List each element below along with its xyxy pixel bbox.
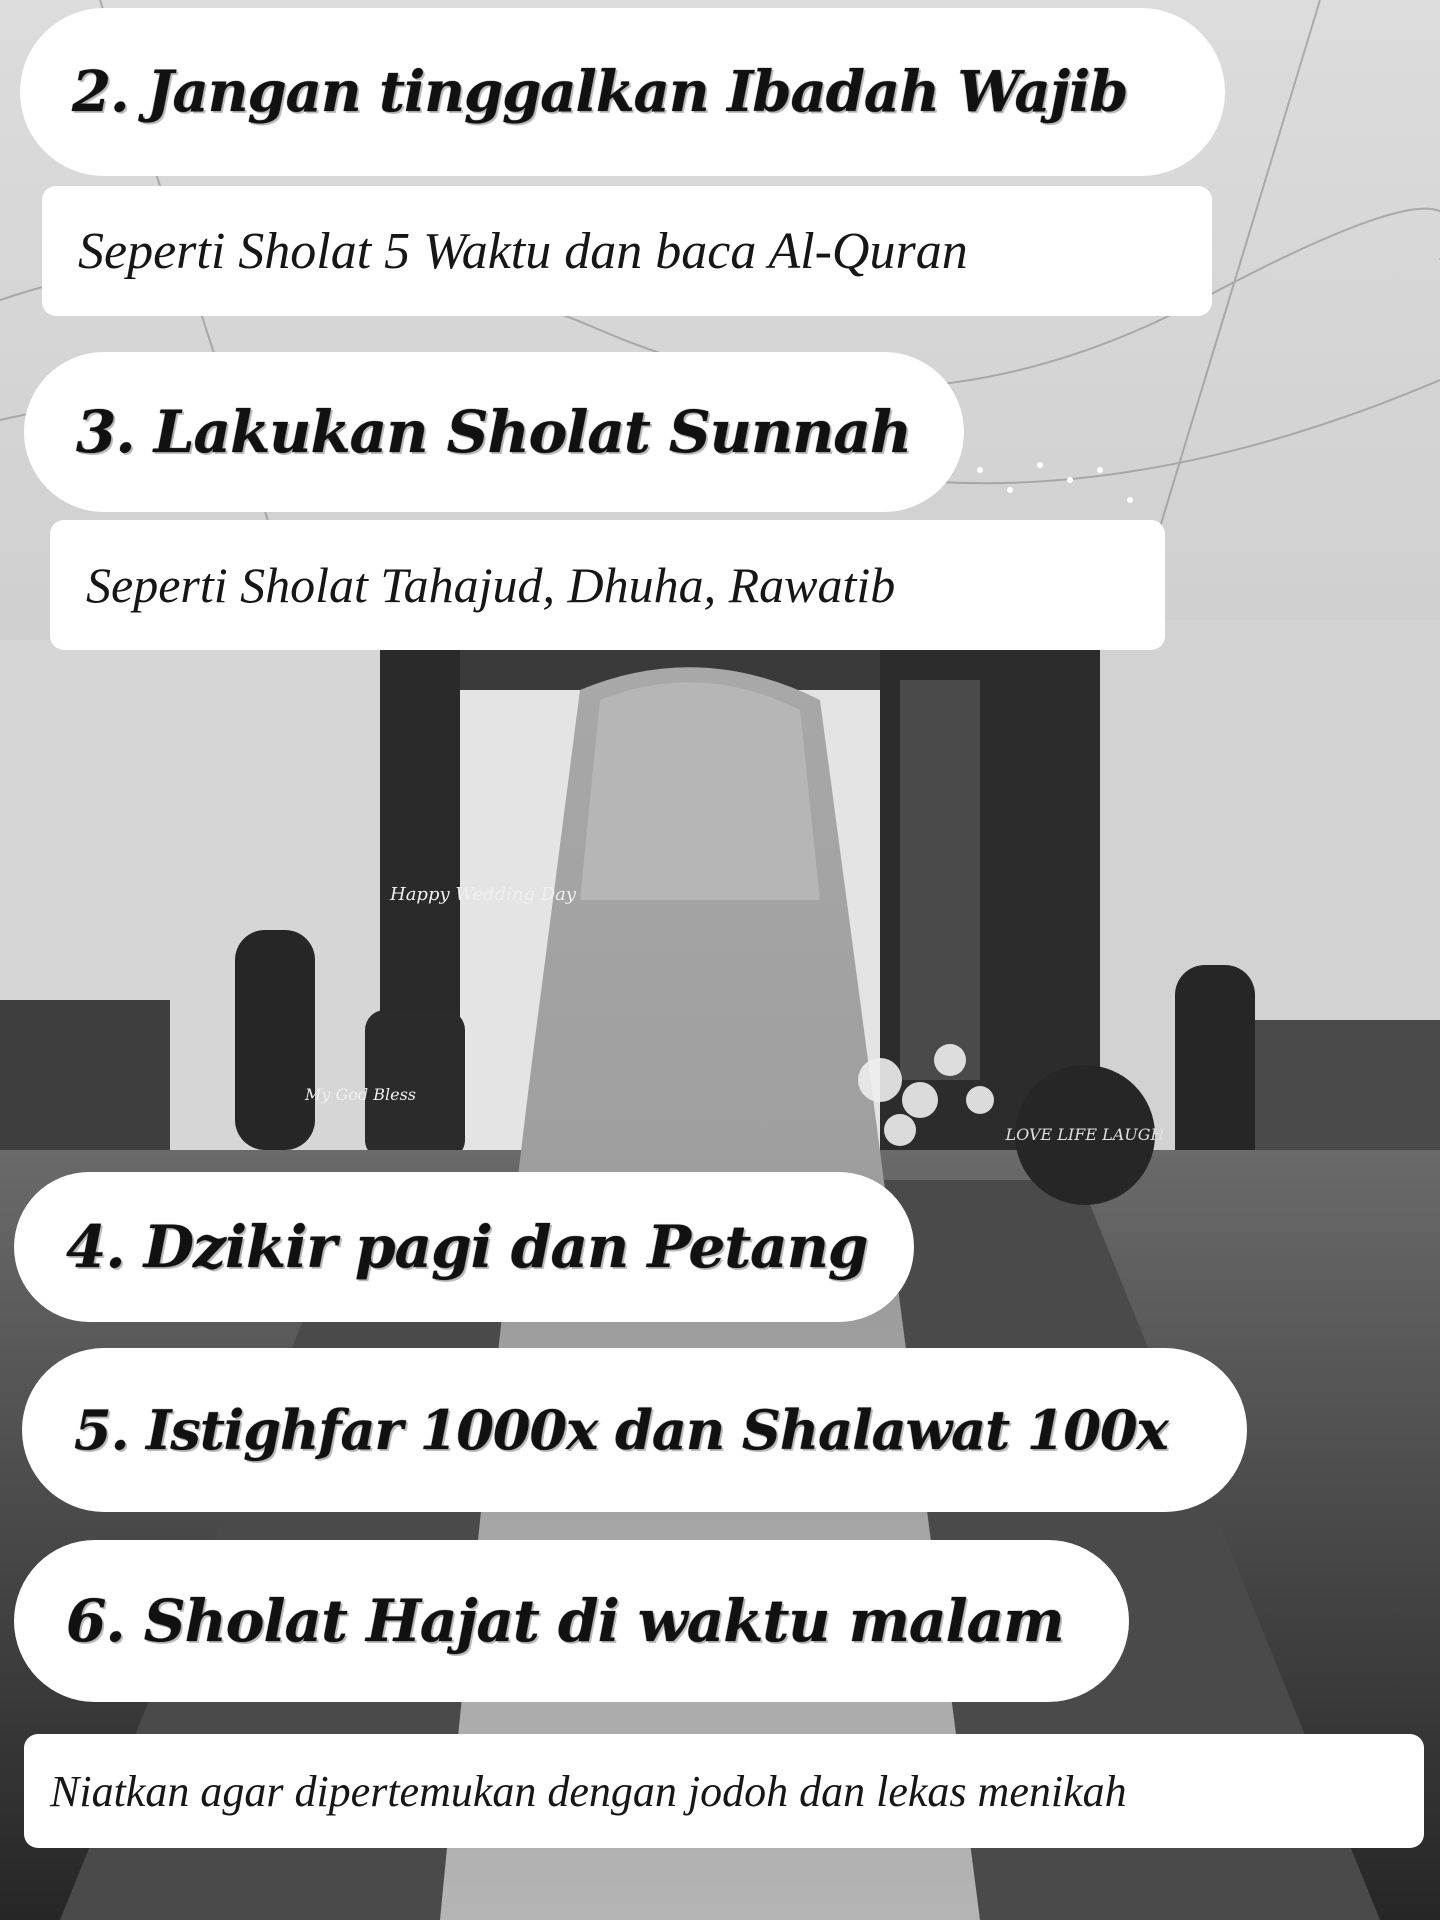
heading-4: 4. Dzikir pagi dan Petang: [66, 1213, 868, 1281]
heading-6: 6. Sholat Hajat di waktu malam: [66, 1587, 1064, 1655]
subtext-6: Niatkan agar dipertemukan dengan jodoh dan lekas menikah: [50, 1766, 1127, 1816]
subtext-pill-2: [42, 186, 1212, 316]
heading-pill-3: [24, 352, 964, 512]
heading-pill-4: [14, 1172, 914, 1322]
subtext-2: Seperti Sholat 5 Waktu dan baca Al-Quran: [78, 222, 968, 280]
heading-pill-5: [22, 1348, 1247, 1512]
subtext-pill-3: [50, 520, 1165, 650]
heading-5: 5. Istighfar 1000x dan Shalawat 100x: [74, 1398, 1168, 1462]
subtext-3: Seperti Sholat Tahajud, Dhuha, Rawatib: [86, 557, 896, 613]
heading-pill-2: [20, 8, 1225, 176]
subtext-pill-6: [24, 1734, 1424, 1848]
heading-3: 3. Lakukan Sholat Sunnah: [76, 398, 912, 466]
sign-text: Happy Wedding Day: [390, 884, 577, 905]
jar-text: My God Bless: [305, 1085, 417, 1104]
frame-text: LOVE LIFE LAUGH: [1005, 1125, 1165, 1144]
heading-2: 2. Jangan tinggalkan Ibadah Wajib: [72, 59, 1128, 125]
heading-pill-6: [14, 1540, 1129, 1702]
